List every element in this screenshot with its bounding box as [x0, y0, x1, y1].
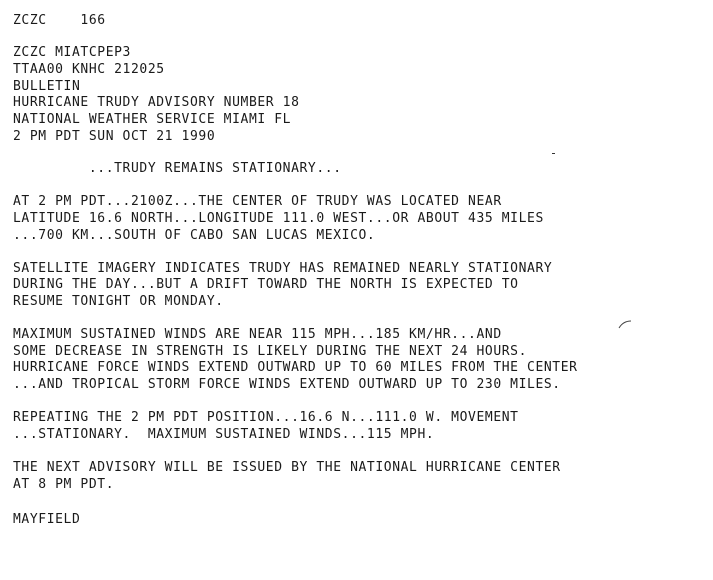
paragraph-line: HURRICANE FORCE WINDS EXTEND OUTWARD UP TO 60 MILES FROM THE CENTER [13, 360, 578, 375]
paragraph-line: RESUME TONIGHT OR MONDAY. [13, 294, 224, 309]
paragraph-line: ...700 KM...SOUTH OF CABO SAN LUCAS MEXICO. [13, 228, 376, 243]
paragraph-line: LATITUDE 16.6 NORTH...LONGITUDE 111.0 WEST...OR ABOUT 435 MILES [13, 211, 544, 226]
issuer-line: NATIONAL WEATHER SERVICE MIAMI FL [13, 112, 292, 127]
paragraph-line: DURING THE DAY...BUT A DRIFT TOWARD THE NORTH IS EXPECTED TO [13, 277, 519, 292]
paragraph-line: SOME DECREASE IN STRENGTH IS LIKELY DURING THE NEXT 24 HOURS. [13, 344, 528, 359]
paragraph-line: REPEATING THE 2 PM PDT POSITION...16.6 N...111.0 W. MOVEMENT [13, 410, 519, 425]
paragraph-line: THE NEXT ADVISORY WILL BE ISSUED BY THE NATIONAL HURRICANE CENTER [13, 460, 561, 475]
paragraph-line: ...STATIONARY. MAXIMUM SUSTAINED WINDS...115 MPH. [13, 427, 435, 442]
signature-line: MAYFIELD [13, 512, 81, 527]
routing-line: ZCZC MIATCPEP3 [13, 45, 131, 60]
header-line: ZCZC 166 [13, 13, 106, 28]
paragraph-line: MAXIMUM SUSTAINED WINDS ARE NEAR 115 MPH...185 KM/HR...AND [13, 327, 502, 342]
routing-line: TTAA00 KNHC 212025 [13, 62, 165, 77]
paragraph-line: AT 8 PM PDT. [13, 477, 115, 492]
bulletin-line: BULLETIN [13, 79, 81, 94]
paragraph-line: AT 2 PM PDT...2100Z...THE CENTER OF TRUDY WAS LOCATED NEAR [13, 194, 502, 209]
paragraph-line: SATELLITE IMAGERY INDICATES TRUDY HAS REMAINED NEARLY STATIONARY [13, 261, 553, 276]
advisory-title: HURRICANE TRUDY ADVISORY NUMBER 18 [13, 95, 300, 110]
issue-time-line: 2 PM PDT SUN OCT 21 1990 [13, 129, 216, 144]
scan-speck [552, 153, 555, 154]
headline: ...TRUDY REMAINS STATIONARY... [13, 161, 342, 176]
paragraph-line: ...AND TROPICAL STORM FORCE WINDS EXTEND OUTWARD UP TO 230 MILES. [13, 377, 561, 392]
scan-mark [618, 320, 632, 330]
